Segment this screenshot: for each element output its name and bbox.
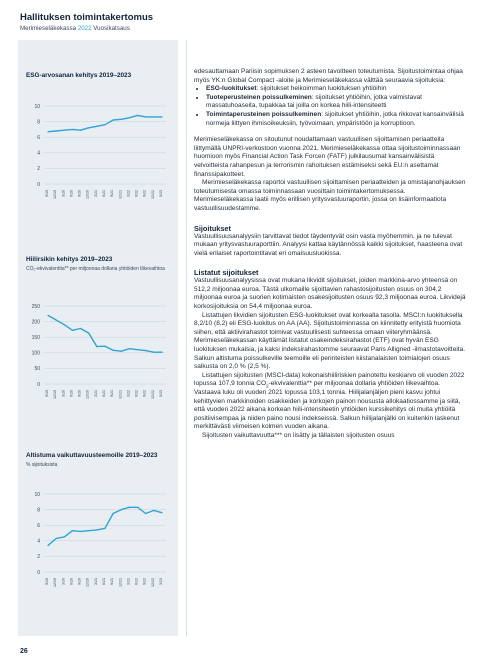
x-tick-label: 3/20 (61, 390, 66, 397)
impact-chart-header (26, 452, 176, 469)
exclusion-term: Tuoteperusteinen poissulkeminen (206, 93, 312, 101)
data-point (129, 117, 130, 118)
y-tick-label: 150 (31, 335, 40, 341)
data-point (72, 530, 73, 531)
data-point (88, 333, 89, 334)
y-tick-label: 10 (34, 491, 40, 498)
impact-chart-title: Altistuma vaikuttavuusteemoille 2019–2023 (26, 452, 158, 459)
data-point (121, 351, 122, 352)
y-tick-label: 200 (31, 319, 40, 326)
x-tick-label: 12/21 (118, 578, 123, 587)
carbon-text-b: -ekvivalenttia** per miljoonaa dollaria yhtiöiden liikevaihtoa. Vastaava luku oli vuoden 2021 lopussa 103,1 tonnia. Hiilijalanjäljen pieni kasvu johtui kehittyvien markkinoiden osakkeiden ja korkojen painon noususta allokaatiossamme ja siitä, että vuoden 2022 aikana korkean hiili-intensiteetin yhtiöiden kurssikehitys oli muita yhtiöitä positiivisempaa ja niiden paino nousi indekseissä. Salkun hiilijalanjälki on kuitenkin laskenut merkittävästi viimeisen kolmen vuoden aikana. (194, 380, 461, 431)
x-tick-label: 3/21 (93, 390, 98, 397)
esg-rating-chart (26, 100, 172, 210)
x-tick-label: 12/19 (53, 190, 58, 199)
data-point (161, 512, 162, 513)
data-point (145, 116, 146, 117)
x-tick-label: 3/22 (126, 190, 131, 197)
x-tick-label: 3/22 (126, 578, 131, 585)
x-tick-label: 12/20 (85, 578, 90, 587)
data-point (161, 352, 162, 353)
impact-chart-units: % sijoituksista (26, 462, 58, 468)
data-point (104, 346, 105, 347)
y-tick-label: 2 (37, 554, 40, 561)
exclusion-term: ESG-luokitukset (206, 85, 257, 93)
x-tick-label: 9/21 (110, 190, 115, 197)
data-point (56, 538, 57, 539)
data-point (104, 528, 105, 529)
report-title: Hallituksen toimintakertomus (20, 12, 154, 23)
data-point (145, 350, 146, 351)
y-tick-label: 8 (37, 507, 40, 514)
y-tick-label: 0 (37, 181, 40, 188)
x-tick-label: 12/20 (85, 190, 90, 199)
data-point (153, 116, 154, 117)
x-tick-label: 9/22 (142, 390, 147, 397)
y-tick-label: 4 (37, 150, 40, 157)
main-text-column (194, 68, 466, 441)
esg-chart-title: ESG-arvosanan kehitys 2019–2023 (26, 72, 132, 79)
x-tick-label: 3/20 (61, 190, 66, 197)
series-line (48, 115, 162, 131)
data-point (64, 130, 65, 131)
heading-investments: Sijoitukset (194, 223, 231, 233)
x-tick-label: 12/20 (85, 390, 90, 399)
x-tick-label: 9/20 (77, 390, 82, 397)
x-tick-label: 9/19 (45, 390, 49, 397)
x-tick-label: 3/23 (159, 390, 163, 397)
x-tick-label: 9/20 (77, 190, 82, 197)
x-tick-label: 6/22 (134, 190, 139, 197)
exclusion-item-conduct (206, 111, 466, 128)
carbon-chart-units: CO₂-ekvivalenttia** per miljoonaa dollaria yhtiöiden liikevaihtoa (26, 266, 165, 272)
data-point (72, 330, 73, 331)
x-tick-label: 9/19 (45, 578, 49, 585)
x-tick-label: 6/21 (102, 190, 106, 197)
x-tick-label: 3/21 (93, 578, 98, 585)
series-line (48, 507, 162, 545)
carbon-paragraph (194, 372, 466, 432)
data-point (64, 536, 65, 537)
x-tick-label: 6/20 (69, 190, 74, 197)
x-tick-label: 3/20 (61, 578, 66, 585)
heading-listed-investments: Listatut sijoitukset (194, 268, 259, 278)
x-tick-label: 6/21 (102, 578, 106, 585)
co2-subscript: 2 (266, 383, 269, 389)
subtitle-year: 2022 (77, 25, 92, 32)
x-tick-label: 6/20 (69, 578, 74, 585)
x-tick-label: 12/22 (150, 190, 155, 199)
y-tick-label: 6 (37, 523, 40, 529)
x-tick-label: 3/21 (93, 190, 98, 197)
data-point (129, 507, 130, 508)
data-point (47, 545, 48, 546)
x-tick-label: 6/21 (102, 390, 106, 397)
exclusion-item-product (206, 94, 466, 111)
data-point (96, 126, 97, 127)
exclusion-item-esg (206, 85, 466, 94)
x-tick-label: 12/22 (150, 578, 155, 587)
subtitle-org: Merimieseläkekassa (20, 25, 78, 32)
esg-chart-header (26, 72, 176, 80)
report-subtitle (20, 25, 153, 32)
x-tick-label: 3/22 (126, 390, 131, 397)
x-tick-label: 6/20 (69, 390, 74, 397)
data-point (64, 324, 65, 325)
x-tick-label: 9/21 (110, 578, 115, 585)
page-header (20, 12, 153, 32)
data-point (88, 127, 89, 128)
y-tick-label: 0 (37, 381, 40, 388)
x-tick-label: 3/23 (159, 578, 163, 585)
impact-exposure-chart (26, 488, 172, 598)
data-point (80, 130, 81, 131)
esg-rating-paragraph: Listattujen likvidien sijoitusten ESG-luokitukset ovat korkealla tasolla. MSCI:n luokituksella 8,2/10 (8,2) eli ESG-luokitus on AA (AA). Sijoitustoiminnassa on kiinnitetty erityistä huomiota siihen, että aktiivirahastot toimivat vastuullisesti suhteessa omaan viiteryhmäänsä. Merimieseläkekassan käyttämät listatut osakeindeksirahastot (ETF) ovat hyvän ESG luokituksen mukaisia, ja kaksi indeksirahastomme seuraavat Paris Alligned -ilmastotavoitteita. Salkun altistuma poissulkeville teemoille eli perinteisten kiistanalaisten toimialojen osuus salkusta on 2,0 % (2,5 %). (194, 311, 466, 371)
y-tick-label: 4 (37, 538, 40, 545)
y-tick-label: 0 (37, 569, 40, 576)
data-point (113, 350, 114, 351)
x-tick-label: 9/20 (77, 578, 82, 585)
y-tick-label: 2 (37, 166, 40, 173)
data-point (96, 346, 97, 347)
x-tick-label: 6/22 (134, 390, 139, 397)
y-tick-label: 10 (34, 103, 40, 110)
data-point (47, 131, 48, 132)
x-tick-label: 12/21 (118, 390, 123, 399)
y-tick-label: 100 (31, 350, 40, 357)
x-tick-label: 12/22 (150, 390, 155, 399)
exclusion-desc: : sijoitukset yhtiöihin, jotka valmistavat massatuhoaseita, tupakkaa tai joilla on korkea hiili-intensiteetti (206, 93, 423, 110)
data-point (129, 348, 130, 349)
page-number: 26 (20, 648, 28, 655)
data-point (88, 530, 89, 531)
x-tick-label: 12/19 (53, 578, 58, 587)
data-point (72, 129, 73, 130)
data-point (104, 124, 105, 125)
y-tick-label: 250 (31, 303, 40, 310)
investments-paragraph: Vastuullisuusanalyysiin tarvittavat tiedot täydentyvät osin vasta myöhemmin, ja ne tulevat mukaan yritysvastuuraporttiin. Analyysi kattaa käytännössä kaikki sijoitukset, haasteena ovat vielä erilaiset raportointitavat eri omaisuusluokissa. (194, 232, 463, 257)
column-divider (186, 40, 187, 636)
data-point (121, 509, 122, 510)
data-point (145, 513, 146, 514)
data-point (47, 315, 48, 316)
x-tick-label: 3/23 (159, 190, 163, 197)
data-point (137, 115, 138, 116)
carbon-text-a: Listattujen sijoitusten (MSCI-data) kokonaishiiliriskien painotettu keskiarvo oli vuoden 2022 lopussa 107,9 tonnia CO (194, 371, 465, 388)
carbon-risk-chart (26, 300, 172, 410)
x-tick-label: 9/22 (142, 578, 147, 585)
data-point (161, 116, 162, 117)
data-point (80, 531, 81, 532)
carbon-chart-title: Hiilirsikin kehitys 2019–2023 (26, 256, 113, 263)
data-point (121, 119, 122, 120)
y-tick-label: 8 (37, 119, 40, 126)
x-tick-label: 9/22 (142, 190, 147, 197)
intro-paragraph: edesauttamaan Pariisin sopimuksen 2 asteen tavoitteen toteutumista. Sijoitustoimintaa ohjaa myös YK:n Global Compact -aloite ja Merimieseläkekassa välttää seuraavia sijoituksia: (194, 68, 463, 84)
data-point (113, 513, 114, 514)
data-point (96, 529, 97, 530)
x-tick-label: 12/19 (53, 390, 58, 399)
y-tick-label: 6 (37, 135, 40, 141)
exclusion-desc: : sijoitukset heikoimman luokituksen yhtiöihin (256, 85, 387, 93)
unpri-paragraph: Merimieseläkekassa on sitoutunut noudattamaan vastuullisen sijoittamisen periaatteita liittymällä UNPRI-verkostoon vuonna 2021. Merimieseläkekassa ottaa sijoitustoiminnassaan huomioon myös Financial Action Task Forcen (FATF) julkilausumat kansainvälisistä velvoitteista rahanpesun ja terrorismin rahoituksen estämiseksi sekä EU:n asettamat finanssipakotteet. (194, 136, 461, 178)
exclusion-list (194, 85, 466, 128)
data-point (137, 507, 138, 508)
data-point (137, 349, 138, 350)
exclusion-term: Toimintaperusteinen poissulkeminen (206, 110, 322, 118)
carbon-chart-header (26, 256, 176, 273)
data-point (56, 130, 57, 131)
exclusion-desc: : sijoitukset yhtiöihin, jotka rikkovat kansainvälisiä normeja liittyen ihmisoikeuksiin, työvoimaan, ympäristöön ja korruptioon. (206, 110, 464, 127)
y-tick-label: 50 (34, 366, 40, 373)
data-point (153, 510, 154, 511)
data-point (113, 119, 114, 120)
x-tick-label: 9/19 (45, 190, 49, 197)
reporting-paragraph: Merimieseläkekassa raportoi vastuullisen sijoittamisen periaatteiden ja omistajanohjauksen toteutumisesta omassa toiminnassaan vuosittain toimintakertomuksessa. Merimieseläkekassa laatii myös erillisen yritysvastuuraportin, jossa on lisäinformaatiota vastuullisuudestamme. (194, 179, 466, 212)
listed-paragraph: Vastuullisuusanalyysissa ovat mukana likvidit sijoitukset, joiden markkina-arvo yhteensä on 512,2 miljoonaa euroa. Tästä ulkomaille sijoittavien rahastosijoitusten osuus on 304,2 miljoonaa euroa ja suorien kotimaisten osakesijoitusten osuus 92,3 miljoonaa euroa. Likvidejä korkosijoituksia on 54,4 miljoonaa euroa. (194, 277, 466, 311)
x-tick-label: 12/21 (118, 190, 123, 199)
x-tick-label: 9/21 (110, 390, 115, 397)
data-point (80, 328, 81, 329)
data-point (56, 319, 57, 320)
data-point (153, 352, 154, 353)
impact-paragraph: Sijoitusten vaikuttavuutta*** on lisätty ja tällaisten sijoitusten osuus (202, 431, 395, 439)
subtitle-section: Vuosikatsaus (91, 25, 130, 32)
x-tick-label: 6/22 (134, 578, 139, 585)
